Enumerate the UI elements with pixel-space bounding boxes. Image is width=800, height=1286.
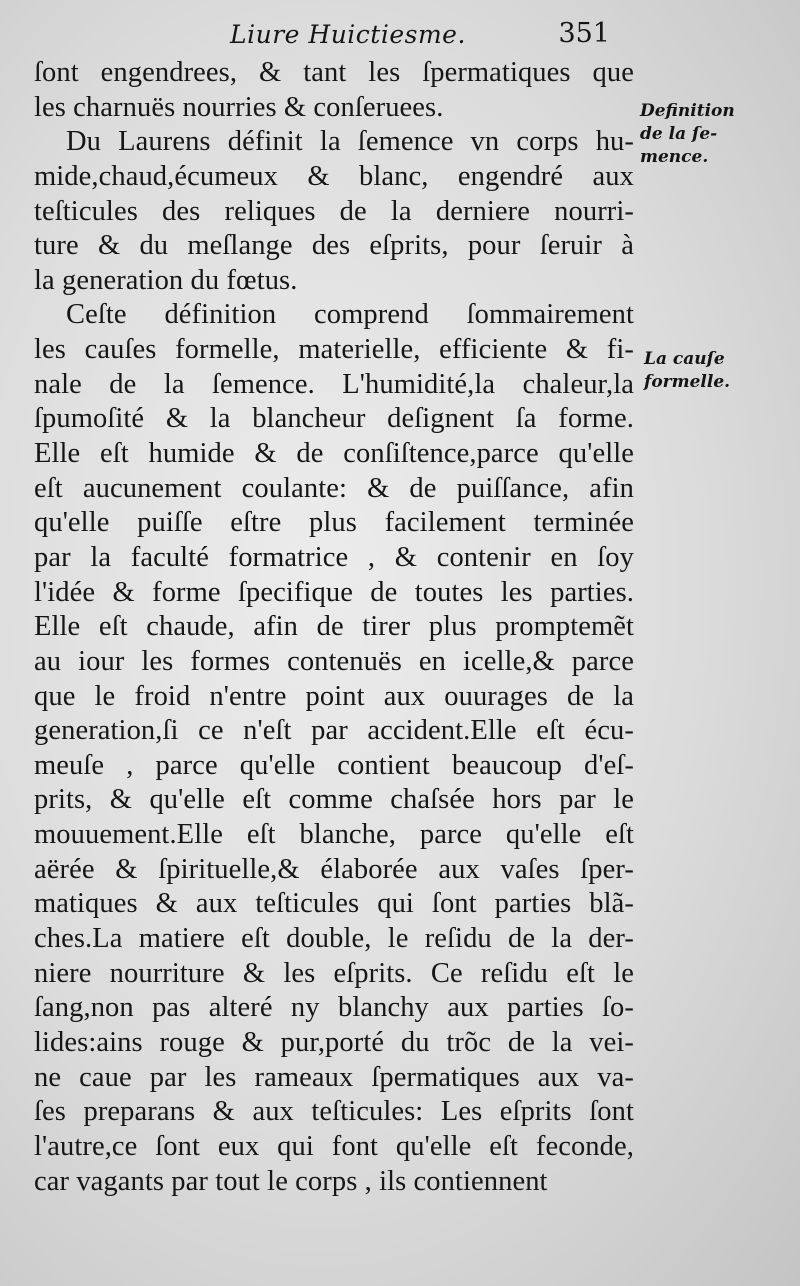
text-line: ſont engendrees, & tant les ſpermatiques que [34,57,634,88]
marginal-note-line: La cauſe [644,349,725,369]
text-line: Elle eſt chaude, afin de tirer plus promptemẽt [34,611,634,643]
marginal-note-cause [644,348,794,394]
text-line: par la faculté formatrice , & contenir en ſoy [34,541,634,573]
text-line: l'autre,ce ſont eux qui font qu'elle eſt feconde, [34,1130,634,1162]
text-line: matiques & aux teſticules qui ſont parties blã- [34,888,634,920]
text-line: la generation du fœtus. [34,264,298,296]
text-line: eſt aucunement coulante: & de puiſſance, afin [34,472,634,504]
text-line: les charnuës nourries & conſeruees. [34,91,444,123]
marginal-note-line: formelle. [644,372,731,392]
text-line: nale de la ſemence. L'humidité,la chaleur,la [34,368,634,400]
text-line: qu'elle puiſſe eſtre plus facilement terminée [34,507,634,539]
page-header [230,20,610,56]
text-line: Elle eſt humide & de conſiſtence,parce qu'elle [34,438,634,470]
text-line: Ceſte définition comprend ſommairement [66,299,634,331]
text-line: ſang,non pas alteré ny blanchy aux parties ſo- [34,992,634,1024]
text-line: lides:ains rouge & pur,porté du trõc de la vei- [34,1026,634,1058]
text-line: ne caue par les rameaux ſpermatiques aux va- [34,1061,634,1093]
text-line: meuſe , parce qu'elle contient beaucoup d'eſ- [34,749,634,781]
text-line: ches.La matiere eſt double, le reſidu de la der- [34,923,634,955]
text-line: teſticules des reliques de la derniere nourri- [34,195,634,227]
running-head: Liure Huictiesme. [230,20,466,49]
text-line: generation,ſi ce n'eſt par accident.Elle eſt écu- [34,715,634,747]
text-line: niere nourriture & les eſprits. Ce reſidu eſt le [34,957,634,989]
marginal-note-line: mence. [640,147,709,167]
marginal-note-definition [640,100,790,169]
text-line: au iour les formes contenuës en icelle,& parce [34,645,634,677]
text-line: que le froid n'entre point aux ouurages de la [34,680,634,712]
text-line: aërée & ſpirituelle,& élaborée aux vaſes ſper- [34,853,634,885]
marginal-note-line: Definition [640,101,735,121]
text-line: les cauſes formelle, materielle, efficiente & fi- [34,334,634,366]
text-line: mouuement.Elle eſt blanche, parce qu'elle eſt [34,819,634,851]
text-line: car vagants par tout le corps , ils contiennent [34,1165,548,1197]
text-line: mide,chaud,écumeux & blanc, engendré aux [34,160,634,192]
text-line: ture & du meſlange des eſprits, pour ſeruir à [34,230,634,262]
body-text [34,56,634,1199]
text-line: Du Laurens définit la ſemence vn corps hu- [66,126,634,158]
text-line: ſes preparans & aux teſticules: Les eſprits ſont [34,1096,634,1128]
text-line: l'idée & forme ſpecifique de toutes les parties. [34,576,634,608]
text-line: ſpumoſité & la blancheur deſignent ſa forme. [34,403,634,435]
page-number: 351 [558,18,610,49]
text-line: prits, & qu'elle eſt comme chaſsée hors par le [34,784,634,816]
marginal-note-line: de la ſe- [640,124,718,144]
